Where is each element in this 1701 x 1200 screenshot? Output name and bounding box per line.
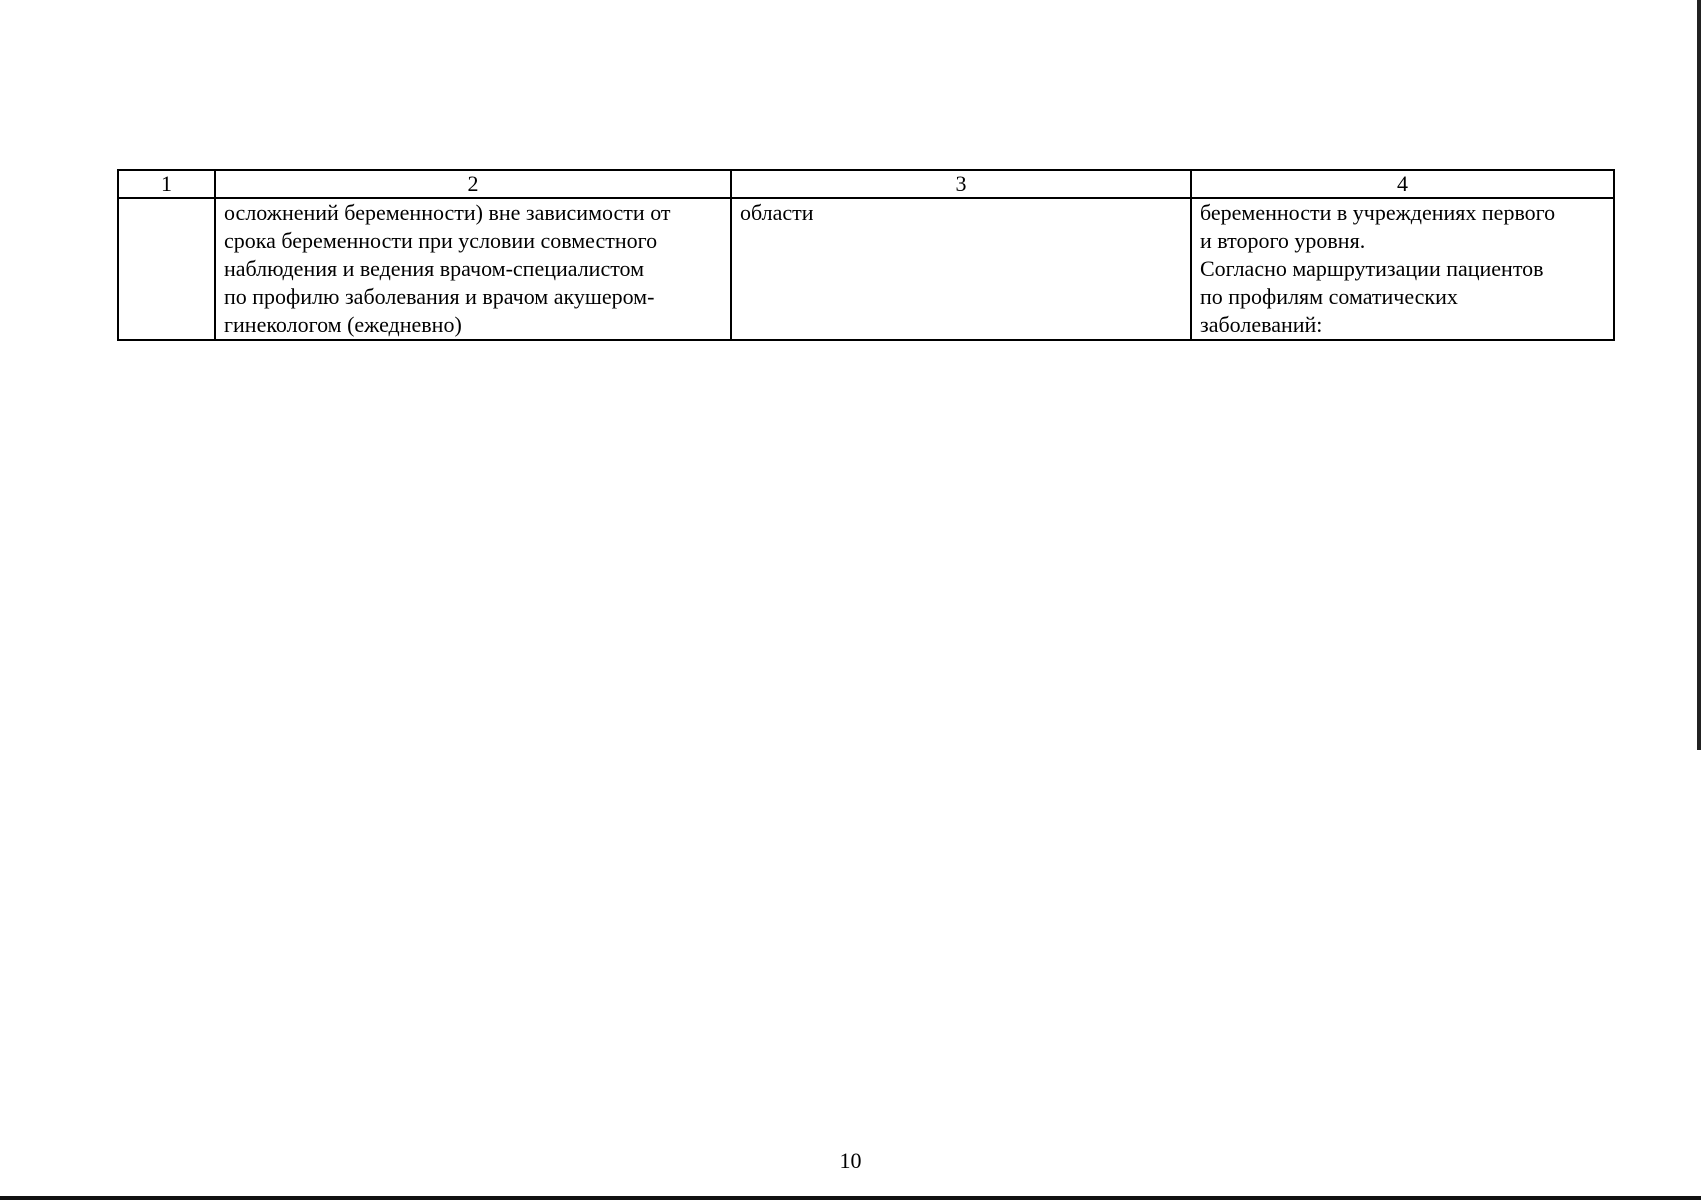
scan-bottom-edge: [0, 1196, 1701, 1200]
row-cell-col1: [118, 198, 215, 340]
header-cell-2: 2: [215, 170, 731, 198]
header-cell-1: 1: [118, 170, 215, 198]
page-number: 10: [839, 1148, 862, 1173]
row-cell-col2: осложнений беременности) вне зависимости от срока беременности при условии совместного наблюдения и ведения врачом-специалистом по профилю заболевания и врачом акушером- гинекологом (ежедневно): [215, 198, 731, 340]
row-cell-col3: области: [731, 198, 1191, 340]
header-cell-4: 4: [1191, 170, 1614, 198]
table-row: [118, 198, 1614, 340]
scan-right-edge: [1697, 0, 1701, 750]
header-cell-3: 3: [731, 170, 1191, 198]
row-cell-col4: беременности в учреждениях первого и второго уровня. Согласно маршрутизации пациентов по профилям соматических заболеваний:: [1191, 198, 1614, 340]
document-table: [117, 169, 1615, 341]
table-header-row: [118, 170, 1614, 198]
